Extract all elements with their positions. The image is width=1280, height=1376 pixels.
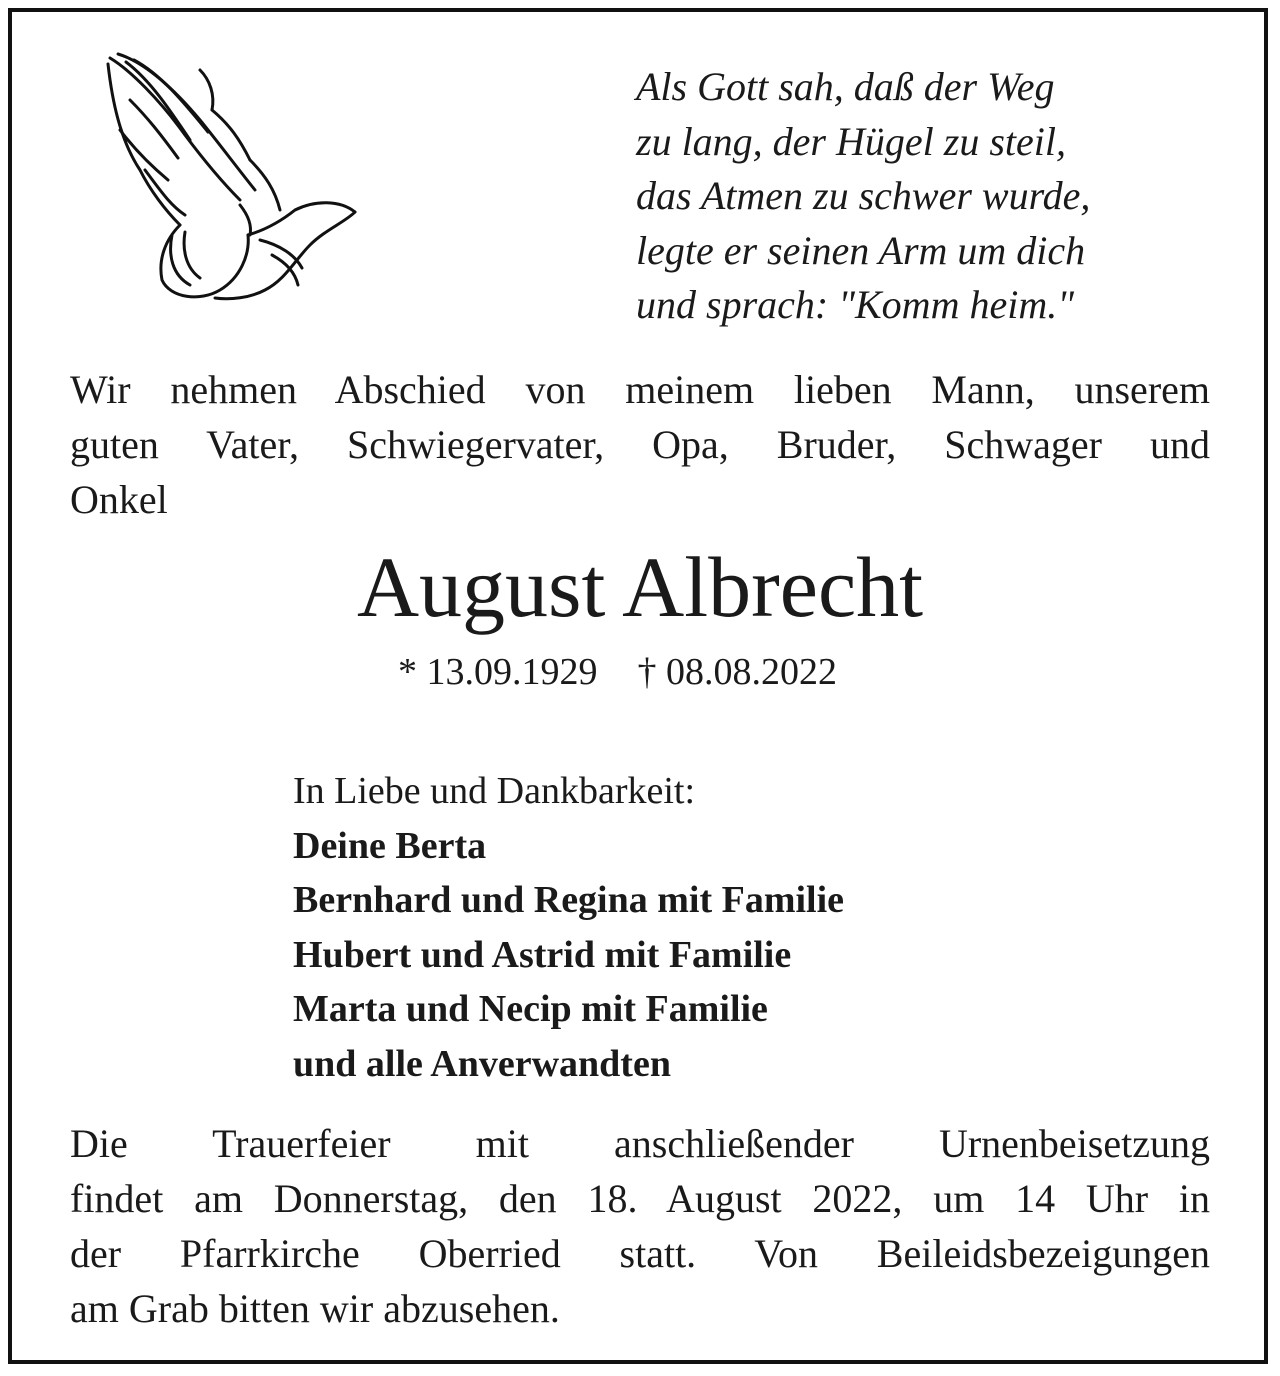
poem-line: zu lang, der Hügel zu steil, — [636, 118, 1066, 164]
funeral-line: findet am Donnerstag, den 18. August 2022, um 14 Uhr in — [70, 1176, 1210, 1221]
poem — [636, 60, 1090, 333]
poem-line: und sprach: "Komm heim." — [636, 282, 1075, 327]
funeral-info — [70, 1116, 1210, 1336]
mourner-name: Hubert und Astrid mit Familie — [293, 933, 792, 976]
mourners — [293, 764, 844, 1091]
funeral-line: Die Trauerfeier mit anschließender Urnenbeisetzung — [70, 1121, 1210, 1166]
intro-line: Onkel — [70, 477, 168, 522]
mourner-name: und alle Anverwandten — [293, 1042, 671, 1085]
mourner-name: Bernhard und Regina mit Familie — [293, 879, 845, 921]
funeral-line: am Grab bitten wir abzusehen. — [70, 1286, 560, 1331]
intro-line: Wir nehmen Abschied von meinem lieben Mann, unserem — [70, 367, 1210, 412]
intro-text — [70, 362, 1210, 527]
poem-line: Als Gott sah, daß der Weg — [636, 64, 1055, 109]
mourner-name: Deine Berta — [293, 824, 487, 867]
praying-hands-icon — [90, 40, 380, 310]
poem-line: das Atmen zu schwer wurde, — [636, 173, 1091, 218]
life-dates — [398, 647, 837, 697]
mourner-name: Marta und Necip mit Familie — [293, 988, 768, 1030]
funeral-line: der Pfarrkirche Oberried statt. Von Beileidsbezeigungen — [70, 1231, 1210, 1276]
death-date: † 08.08.2022 — [637, 651, 837, 693]
mourners-heading: In Liebe und Dankbarkeit: — [293, 770, 696, 812]
intro-line: guten Vater, Schwiegervater, Opa, Bruder, Schwager und — [70, 422, 1210, 467]
birth-date: * 13.09.1929 — [398, 651, 598, 693]
deceased-name: August Albrecht — [356, 539, 924, 635]
poem-line: legte er seinen Arm um dich — [636, 227, 1086, 273]
